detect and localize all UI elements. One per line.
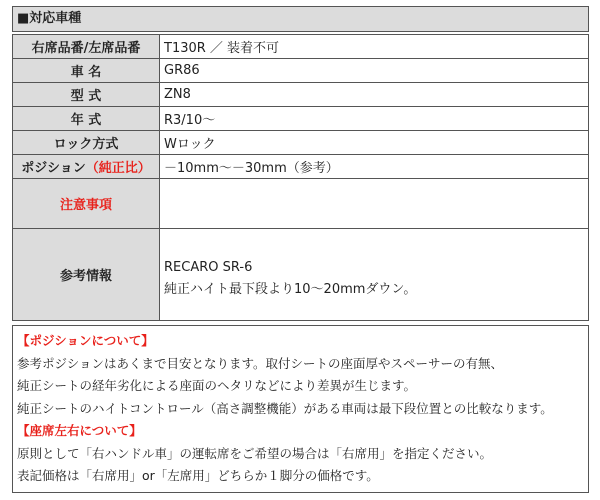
table-row [13, 229, 589, 321]
reference-line-2: 純正ハイト最下段より10～20mmダウン。 [164, 282, 417, 297]
model-value: ZN8 [160, 83, 589, 107]
notes-line: 表記価格は「右席用」or「左席用」どちらか１脚分の価格です。 [17, 468, 379, 483]
table-row [13, 179, 589, 229]
position-label-note: （純正比） [85, 161, 151, 176]
reference-line-1: RECARO SR-6 [164, 260, 253, 275]
notes-heading-seat-side: 【座席左右について】 [17, 423, 142, 438]
position-label-main: ポジション [21, 161, 86, 176]
lock-value: Wロック [160, 131, 589, 155]
notes-line: 純正シートのハイトコントロール（高さ調整機能）がある車両は最下段位置との比較なります。 [17, 400, 553, 416]
position-label [13, 155, 160, 179]
table-row [13, 83, 589, 107]
caution-label: 注意事項 [13, 179, 160, 229]
table-row [13, 155, 589, 179]
notes-line: 純正シートの経年劣化による座面のヘタリなどにより差異が生じます。 [17, 378, 417, 393]
section-title: ■対応車種 [12, 6, 589, 32]
lock-label: ロック方式 [13, 131, 160, 155]
table-row [13, 131, 589, 155]
model-label: 型 式 [13, 83, 160, 107]
table-row [13, 59, 589, 83]
year-label: 年 式 [13, 107, 160, 131]
notes-line: 参考ポジションはあくまで目安となります。取付シートの座面厚やスペーサーの有無、 [17, 355, 503, 371]
table-row [13, 35, 589, 59]
notes-line: 原則として「右ハンドル車」の運転席をご希望の場合は「右席用」を指定ください。 [17, 445, 493, 461]
seat-number-value: T130R ／ 装着不可 [160, 35, 589, 59]
caution-value [160, 179, 589, 229]
car-name-label: 車 名 [13, 59, 160, 83]
reference-value [160, 229, 589, 321]
table-row [13, 107, 589, 131]
reference-label: 参考情報 [13, 229, 160, 321]
notes-box [12, 325, 589, 493]
car-name-value: GR86 [160, 59, 589, 83]
year-value: R3/10～ [160, 107, 589, 131]
notes-heading-position: 【ポジションについて】 [17, 333, 154, 348]
seat-number-label: 右席品番/左席品番 [13, 35, 160, 59]
position-value: －10mm～－30mm（参考） [160, 155, 589, 179]
spec-table [12, 34, 589, 321]
